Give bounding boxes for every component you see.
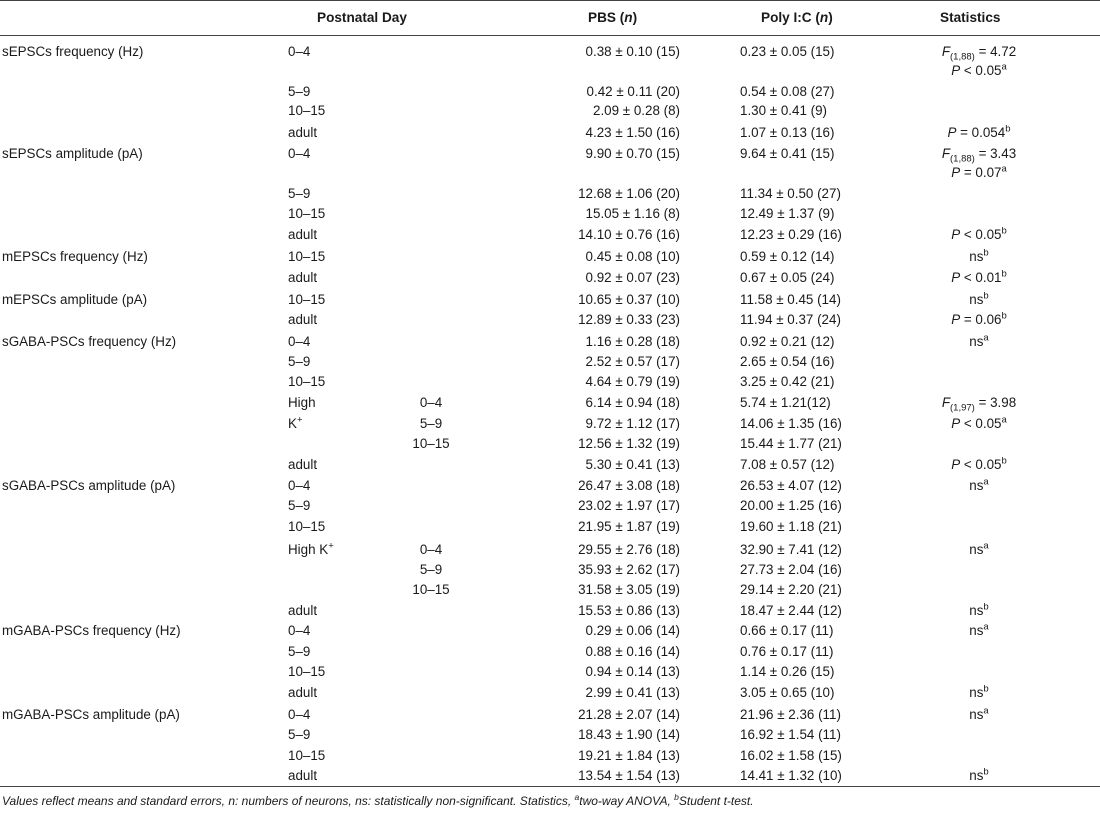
statistics-value: P = 0.054$^b$ <box>947 123 1011 140</box>
high-k-day: 5–9 <box>419 416 443 431</box>
polyic-value: 19.60 ± 1.18 (21) <box>740 519 842 534</box>
statistics-value: $F_{(1,97)} = 3.98$ <box>941 395 1017 414</box>
statistics-value: $ns^b$ <box>969 766 989 783</box>
polyic-value: 11.34 ± 0.50 (27) <box>740 186 841 201</box>
pbs-value: 1.16 ± 0.28 (18) <box>585 334 680 349</box>
postnatal-day: adult <box>288 125 318 140</box>
pbs-value: 5.30 ± 0.41 (13) <box>585 457 680 472</box>
high-k-label: High <box>288 395 316 410</box>
statistics-value-line2: P < 0.05$^a$ <box>951 61 1007 78</box>
postnatal-day: 0–4 <box>288 334 311 349</box>
pbs-value: 19.21 ± 1.84 (13) <box>578 748 680 763</box>
table-bottom-rule <box>0 786 1100 787</box>
statistics-value: $ns^a$ <box>969 540 989 557</box>
polyic-value: 3.25 ± 0.42 (21) <box>740 374 835 389</box>
polyic-value: 0.59 ± 0.12 (14) <box>740 249 835 264</box>
postnatal-day: 0–4 <box>288 478 311 493</box>
pbs-value: 29.55 ± 2.76 (18) <box>578 542 680 557</box>
pbs-value: 4.64 ± 0.79 (19) <box>585 374 680 389</box>
polyic-value: 14.06 ± 1.35 (16) <box>740 416 842 431</box>
high-k-day: 0–4 <box>419 395 443 410</box>
header-polyic: Poly I:C (n) <box>761 10 833 25</box>
postnatal-day: 5–9 <box>288 498 311 513</box>
polyic-value: 16.92 ± 1.54 (11) <box>740 727 841 742</box>
polyic-value: 0.76 ± 0.17 (11) <box>740 644 834 659</box>
header-pbs: PBS (n) <box>588 10 638 25</box>
pbs-value: 15.53 ± 0.86 (13) <box>578 603 680 618</box>
polyic-value: 15.44 ± 1.77 (21) <box>740 436 842 451</box>
pbs-value: 2.09 ± 0.28 (8) <box>593 103 680 118</box>
polyic-value: 9.64 ± 0.41 (15) <box>740 146 835 161</box>
pbs-value: 4.23 ± 1.50 (16) <box>585 125 680 140</box>
postnatal-day: 0–4 <box>288 623 311 638</box>
postnatal-day: 10–15 <box>288 374 326 389</box>
statistics-value: P < 0.05$^a$ <box>951 414 1007 431</box>
postnatal-day: 5–9 <box>288 644 311 659</box>
measure-label: mEPSCs frequency (Hz) <box>2 249 148 264</box>
polyic-value: 14.41 ± 1.32 (10) <box>740 768 842 783</box>
measure-label: sGABA-PSCs amplitude (pA) <box>2 478 176 493</box>
statistics-value: P < 0.01$^b$ <box>951 268 1007 285</box>
statistics-value: $F_{(1,88)} = 4.72$ <box>941 44 1017 63</box>
postnatal-day: 5–9 <box>288 84 311 99</box>
pbs-value: 35.93 ± 2.62 (17) <box>578 562 680 577</box>
polyic-value: 0.23 ± 0.05 (15) <box>740 44 835 59</box>
statistics-value: $ns^b$ <box>969 290 989 307</box>
statistics-value: P = 0.06$^b$ <box>951 310 1007 327</box>
postnatal-day: 10–15 <box>288 664 326 679</box>
polyic-value: 3.05 ± 0.65 (10) <box>740 685 835 700</box>
pbs-value: 18.43 ± 1.90 (14) <box>578 727 680 742</box>
high-k-label: K+ <box>288 414 303 431</box>
polyic-value: 32.90 ± 7.41 (12) <box>740 542 842 557</box>
polyic-value: 7.08 ± 0.57 (12) <box>740 457 835 472</box>
pbs-value: 14.10 ± 0.76 (16) <box>578 227 680 242</box>
polyic-value: 29.14 ± 2.20 (21) <box>740 582 842 597</box>
polyic-value: 12.49 ± 1.37 (9) <box>740 206 835 221</box>
postnatal-day: 10–15 <box>288 519 326 534</box>
statistics-value: $ns^b$ <box>969 601 989 618</box>
measure-label: mGABA-PSCs amplitude (pA) <box>2 707 180 722</box>
pbs-value: 12.56 ± 1.32 (19) <box>578 436 680 451</box>
statistics-value: $ns^a$ <box>969 621 989 638</box>
statistics-value: $ns^a$ <box>969 705 989 722</box>
postnatal-day: adult <box>288 603 318 618</box>
statistics-value: $ns^b$ <box>969 683 989 700</box>
pbs-value: 15.05 ± 1.16 (8) <box>585 206 680 221</box>
pbs-value: 6.14 ± 0.94 (18) <box>585 395 680 410</box>
pbs-value: 0.42 ± 0.11 (20) <box>586 84 680 99</box>
pbs-value: 21.28 ± 2.07 (14) <box>578 707 680 722</box>
postnatal-day: 10–15 <box>288 292 326 307</box>
statistics-value: $ns^a$ <box>969 332 989 349</box>
high-k-day: 0–4 <box>419 542 443 557</box>
statistics-value: $ns^a$ <box>969 476 989 493</box>
statistics-value: $ns^b$ <box>969 247 989 264</box>
postnatal-day: 0–4 <box>288 146 311 161</box>
pbs-value: 26.47 ± 3.08 (18) <box>578 478 680 493</box>
postnatal-day: 5–9 <box>288 354 311 369</box>
polyic-value: 21.96 ± 2.36 (11) <box>740 707 841 722</box>
pbs-value: 0.92 ± 0.07 (23) <box>585 270 680 285</box>
high-k-day: 10–15 <box>412 582 450 597</box>
statistics-value: P < 0.05$^b$ <box>951 455 1007 472</box>
measure-label: mGABA-PSCs frequency (Hz) <box>2 623 181 638</box>
pbs-value: 0.94 ± 0.14 (13) <box>585 664 680 679</box>
polyic-value: 26.53 ± 4.07 (12) <box>740 478 842 493</box>
polyic-value: 16.02 ± 1.58 (15) <box>740 748 842 763</box>
postnatal-day: 5–9 <box>288 186 311 201</box>
pbs-value: 0.45 ± 0.08 (10) <box>585 249 680 264</box>
statistics-value: $F_{(1,88)} = 3.43$ <box>941 146 1017 165</box>
measure-label: mEPSCs amplitude (pA) <box>2 292 148 307</box>
postnatal-day: 0–4 <box>288 44 311 59</box>
postnatal-day: adult <box>288 685 318 700</box>
high-k-label: High K+ <box>288 540 334 557</box>
postnatal-day: 10–15 <box>288 748 326 763</box>
polyic-value: 1.14 ± 0.26 (15) <box>740 664 835 679</box>
statistics-value-line2: P = 0.07$^a$ <box>951 163 1007 180</box>
pbs-value: 0.29 ± 0.06 (14) <box>585 623 680 638</box>
postnatal-day: 10–15 <box>288 206 326 221</box>
polyic-value: 1.07 ± 0.13 (16) <box>740 125 835 140</box>
table-top-rule <box>0 0 1100 1</box>
polyic-value: 0.67 ± 0.05 (24) <box>740 270 835 285</box>
pbs-value: 0.38 ± 0.10 (15) <box>585 44 680 59</box>
polyic-value: 5.74 ± 1.21(12) <box>740 395 831 410</box>
pbs-value: 31.58 ± 3.05 (19) <box>578 582 680 597</box>
polyic-value: 11.94 ± 0.37 (24) <box>740 312 841 327</box>
high-k-day: 10–15 <box>412 436 450 451</box>
pbs-value: 12.89 ± 0.33 (23) <box>578 312 680 327</box>
polyic-value: 18.47 ± 2.44 (12) <box>740 603 842 618</box>
polyic-value: 1.30 ± 0.41 (9) <box>740 103 827 118</box>
pbs-value: 0.88 ± 0.16 (14) <box>585 644 680 659</box>
postnatal-day: adult <box>288 457 318 472</box>
measure-label: sGABA-PSCs frequency (Hz) <box>2 334 177 349</box>
polyic-value: 27.73 ± 2.04 (16) <box>740 562 842 577</box>
pbs-value: 21.95 ± 1.87 (19) <box>578 519 680 534</box>
header-statistics: Statistics <box>940 10 1001 25</box>
header-bottom-rule <box>0 35 1100 36</box>
measure-label: sEPSCs frequency (Hz) <box>2 44 144 59</box>
pbs-value: 12.68 ± 1.06 (20) <box>578 186 680 201</box>
polyic-value: 0.66 ± 0.17 (11) <box>740 623 834 638</box>
pbs-value: 2.52 ± 0.57 (17) <box>585 354 680 369</box>
postnatal-day: adult <box>288 312 318 327</box>
polyic-value: 0.92 ± 0.21 (12) <box>740 334 835 349</box>
statistics-value: P < 0.05$^b$ <box>951 225 1007 242</box>
postnatal-day: 10–15 <box>288 249 326 264</box>
polyic-value: 20.00 ± 1.25 (16) <box>740 498 842 513</box>
postnatal-day: 5–9 <box>288 727 311 742</box>
pbs-value: 13.54 ± 1.54 (13) <box>578 768 680 783</box>
pbs-value: 10.65 ± 0.37 (10) <box>578 292 680 307</box>
postnatal-day: 0–4 <box>288 707 311 722</box>
measure-label: sEPSCs amplitude (pA) <box>2 146 143 161</box>
pbs-value: 23.02 ± 1.97 (17) <box>578 498 680 513</box>
pbs-value: 2.99 ± 0.41 (13) <box>585 685 680 700</box>
postnatal-day: adult <box>288 768 318 783</box>
polyic-value: 0.54 ± 0.08 (27) <box>740 84 835 99</box>
header-postnatal-day: Postnatal Day <box>317 10 407 25</box>
postnatal-day: 10–15 <box>288 103 326 118</box>
polyic-value: 2.65 ± 0.54 (16) <box>740 354 835 369</box>
polyic-value: 11.58 ± 0.45 (14) <box>740 292 841 307</box>
postnatal-day: adult <box>288 270 318 285</box>
pbs-value: 9.72 ± 1.12 (17) <box>585 416 680 431</box>
pbs-value: 9.90 ± 0.70 (15) <box>585 146 680 161</box>
polyic-value: 12.23 ± 0.29 (16) <box>740 227 842 242</box>
postnatal-day: adult <box>288 227 318 242</box>
high-k-day: 5–9 <box>419 562 443 577</box>
table-footnote: Values reflect means and standard errors, n: numbers of neurons, ns: statistically non-significant. Statistics, $^a$two-way ANOVA, $^b$Student t-test. <box>2 792 754 808</box>
